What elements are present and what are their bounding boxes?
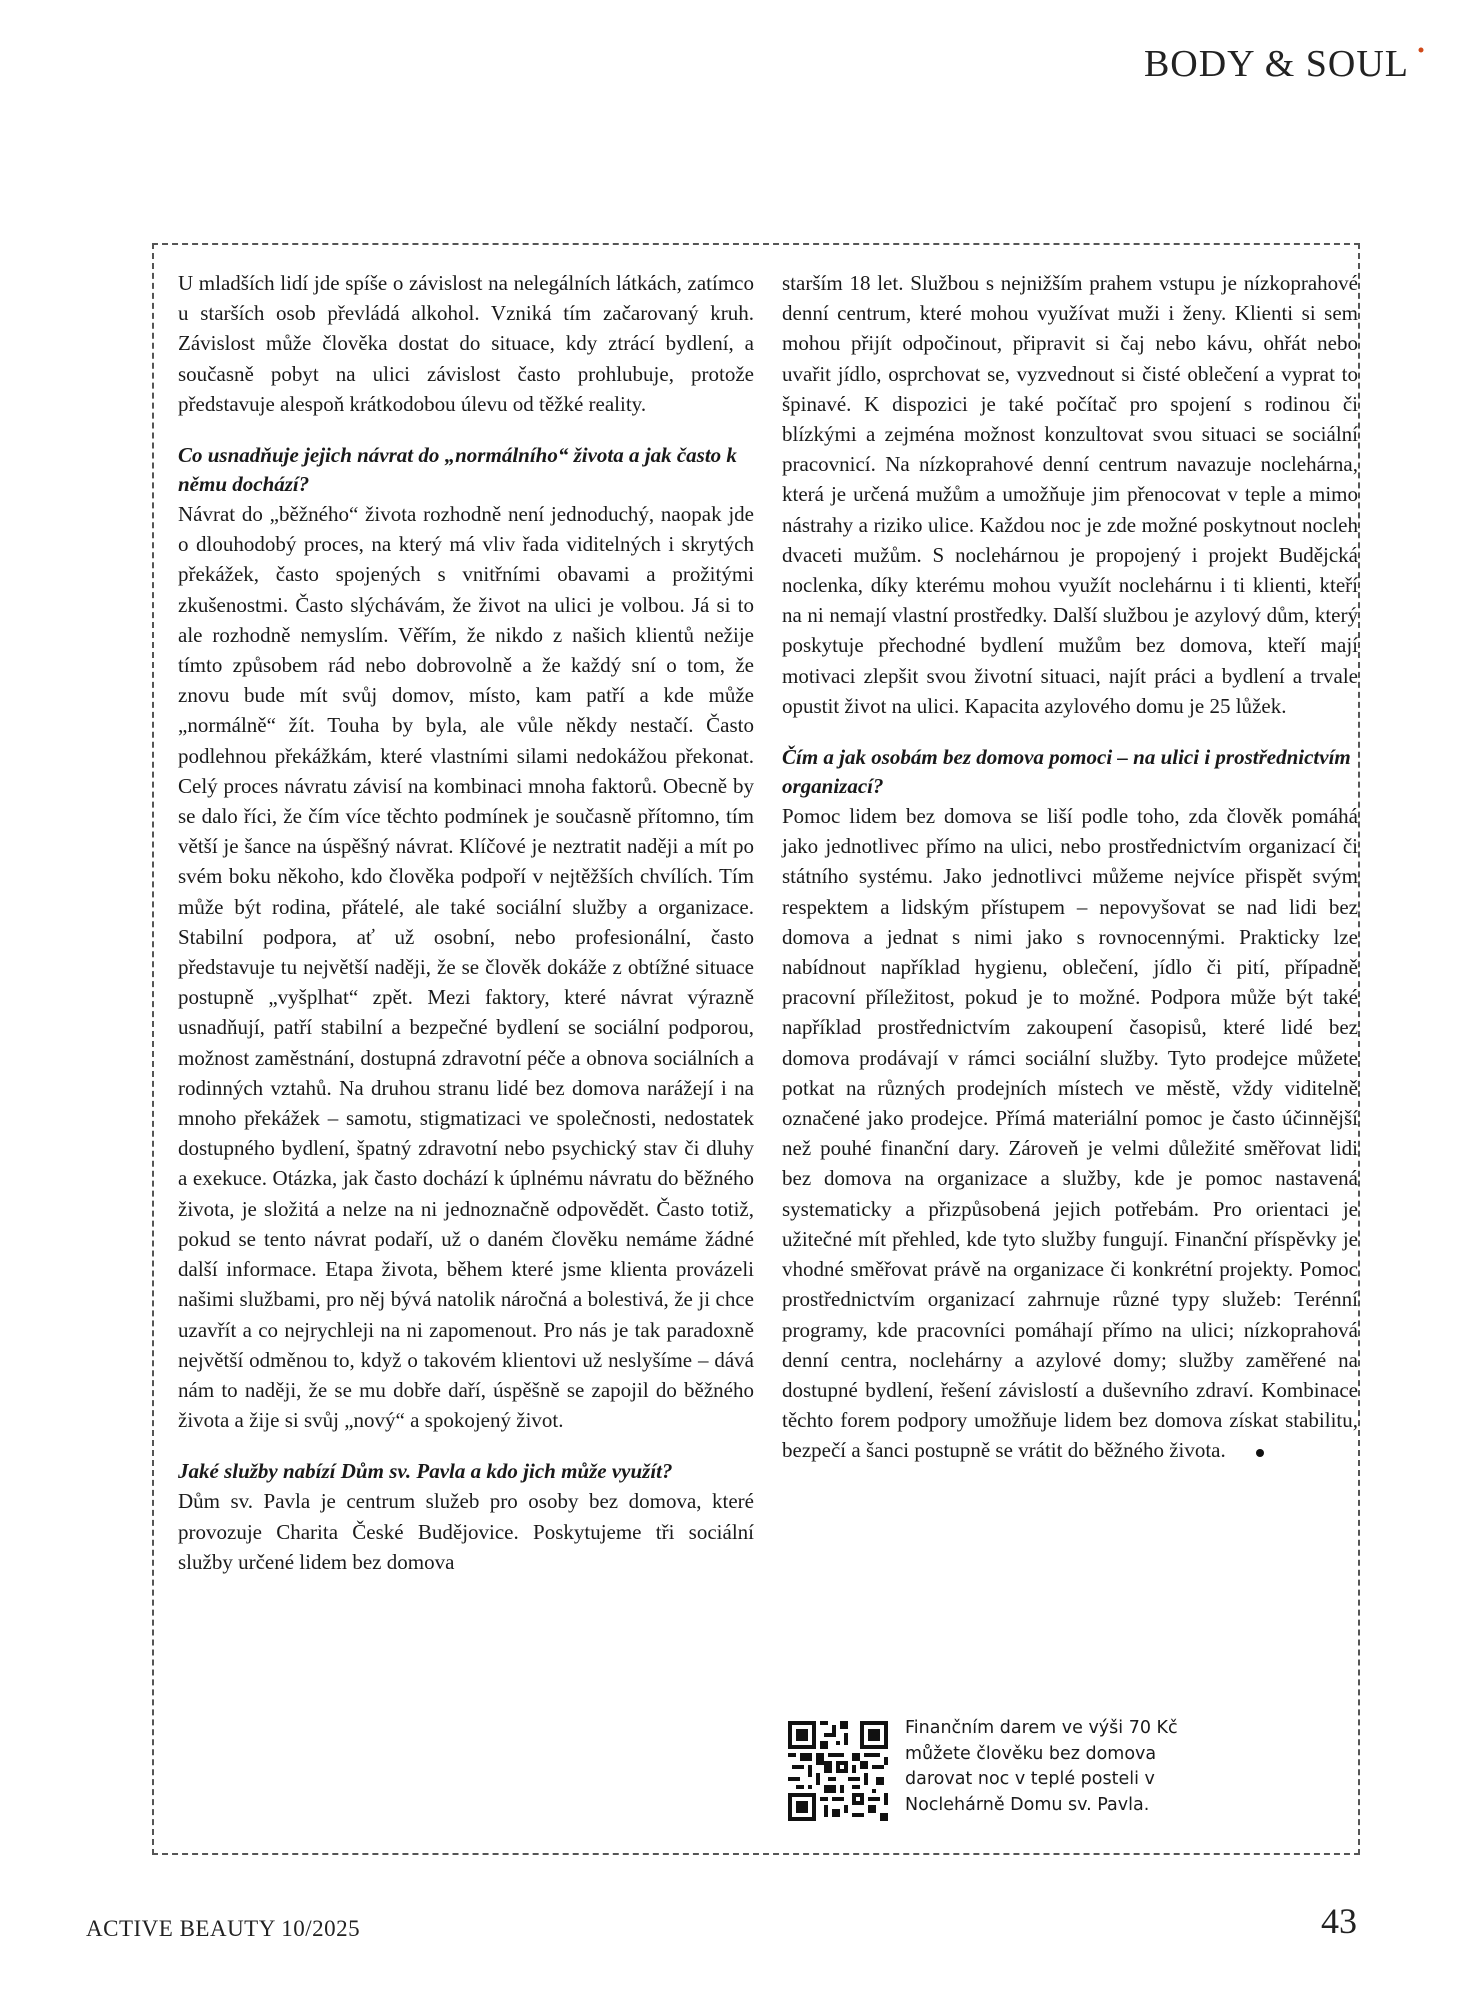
end-mark-icon xyxy=(1256,1449,1264,1457)
donation-note: Finančním darem ve výši 70 Kč můžete člověku bez domova darovat noc v teplé posteli v Noclehárně Domu sv. Pavla. xyxy=(905,1718,1178,1815)
paragraph: Dům sv. Pavla je centrum služeb pro osoby bez domova, které provozuje Charita České Budějovice. Poskytujeme tři sociální služby určené lidem bez domova xyxy=(178,1489,754,1574)
article-column-right xyxy=(782,268,1358,1466)
paragraph: U mladších lidí jde spíše o závislost na nelegálních látkách, zatímco u starších osob převládá alkohol. Vzniká tím začarovaný kruh. Závislost může člověka dostat do situace, kdy ztrácí bydlení, a současně pobyt na ulici závislost často prohlubuje, protože představuje alespoň krátkodobou úlevu od těžké reality. xyxy=(178,271,754,416)
qr-code-icon[interactable] xyxy=(788,1721,888,1821)
interview-question: Čím a jak osobám bez domova pomoci – na ulici i prostřednictvím organizací? xyxy=(782,745,1351,799)
paragraph: starším 18 let. Službou s nejnižším prahem vstupu je nízkoprahové denní centrum, které mohou využívat muži i ženy. Klienti si sem mohou přijít odpočinout, připravit si čaj nebo kávu, ohřát nebo uvařit jídlo, osprchovat se, vyzvednout si čisté oblečení a vyprat to špinavé. K dispozici je také počítač pro spojení s rodinou či blízkými a zejména možnost konzultovat svou situaci se sociální pracovnicí. Na nízkoprahové denní centrum navazuje noclehárna, která je určená mužům a umožňuje jim přenocovat v teple a mimo nástrahy a riziko ulice. Každou noc je zde možné poskytnout nocleh dvaceti mužům. S noclehárnou je propojený i projekt Budějcká noclenka, díky kterému mohou využít noclehárnu i ti klienti, kteří na ni nemají vlastní prostředky. Další službou je azylový dům, který poskytuje přechodné bydlení mužům bez domova, kteří mají motivaci zlepšit svou životní situaci, najít práci a bydlení a trvale opustit život na ulici. Kapacita azylového domu je 25 lůžek. xyxy=(782,271,1358,718)
interview-question: Jaké služby nabízí Dům sv. Pavla a kdo jich může využít? xyxy=(178,1459,673,1484)
paragraph xyxy=(782,801,1358,1465)
corner-mark-icon xyxy=(1417,46,1425,54)
article-column-left xyxy=(178,268,754,1577)
section-title: BODY & SOUL xyxy=(1143,43,1409,85)
interview-question: Co usnadňuje jejich návrat do „normálního“ života a jak často k němu dochází? xyxy=(178,443,737,497)
page-number: 43 xyxy=(1321,1901,1357,1941)
paragraph-text: Pomoc lidem bez domova se liší podle toho, zda člověk pomáhá jako jednotlivec přímo na ulici, nebo prostřednictvím organizací či státního systému. Jako jednotlivci můžeme nejvíce přispět svým respektem a lidským přístupem – nepovyšovat se nad lidi bez domova a jednat s nimi jako s rovnocennými. Prakticky lze nabídnout například hygienu, oblečení, jídlo či pití, případně pracovní příležitost, pokud je to možné. Podpora může být také například prostřednictvím zakoupení časopisů, které lidé bez domova prodávají v rámci sociální služby. Tyto prodejce můžete potkat na různých prodejních místech ve městě, vždy viditelně označené jako prodejce. Přímá materiální pomoc je často účinnější než pouhé finanční dary. Zároveň je velmi důležité směřovat lidi bez domova na organizace a služby, kde je pomoc nastavená systematicky a přizpůsobená jejich potřebám. Pro orientaci je užitečné mít přehled, kde tyto služby fungují. Finanční příspěvky je vhodné směřovat právě na organizace či konkrétní projekty. Pomoc prostřednictvím organizací zahrnuje různé typy služeb: Terénní programy, kde pracovníci pomáhají přímo na ulici; nízkoprahová denní centra, noclehárny a azylové domy; služby zaměřené na dostupné bydlení, řešení závislostí a duševního zdraví. Kombinace těchto forem podpory umožňuje lidem bez domova získat stabilitu, bezpečí a šanci postupně se vrátit do běžného života. xyxy=(782,804,1358,1463)
paragraph: Návrat do „běžného“ života rozhodně není jednoduchý, naopak jde o dlouhodobý proces, na který má vliv řada viditelných i skrytých překážek, často spojených s vnitřními obavami a prožitými zkušenostmi. Často slýchávám, že život na ulici je volbou. Já si to ale rozhodně nemyslím. Věřím, že nikdo z našich klientů nežije tímto způsobem rád nebo dobrovolně a že každý sní o tom, že znovu bude mít svůj domov, místo, kam patří a kde může „normálně“ žít. Touha by byla, ale vůle někdy nestačí. Často podlehnou překážkám, které vlastními silami nedokážou překonat. Celý proces návratu závisí na kombinaci mnoha faktorů. Obecně by se dalo říci, že čím více těchto podmínek je současně přítomno, tím větší je šance na úspěšný návrat. Klíčové je neztratit naději a mít po svém boku někoho, kdo člověka podpoří v nejtěžších chvílích. Tím může být rodina, přátelé, ale také sociální služby a organizace. Stabilní podpora, ať už osobní, nebo profesionální, často představuje tu největší naději, že se člověk dokáže z obtížné situace postupně „vyšplhat“ zpět. Mezi faktory, které návrat výrazně usnadňují, patří stabilní a bezpečné bydlení se sociální podporou, možnost zaměstnání, dostupná zdravotní péče a obnova sociálních a rodinných vztahů. Na druhou stranu lidé bez domova narážejí i na mnoho překážek – samotu, stigmatizaci ve společnosti, nedostatek dostupného bydlení, špatný zdravotní nebo psychický stav či dluhy a exekuce. Otázka, jak často dochází k úplnému návratu do běžného života, je složitá a nelze na ni jednoznačně odpovědět. Často totiž, pokud se tento návrat podaří, už o daném člověku nemáme žádné další informace. Etapa života, během které jsme klienta provázeli našimi službami, pro něj bývá natolik náročná a bolestivá, že ji chce uzavřít a co nejrychleji na ni zapomenout. Pro nás je tak paradoxně největší odměnou to, když o takovém klientovi už neslyšíme – dává nám to naději, že se mu dobře daří, úspěšně se zapojil do běžného života a žije si svůj „nový“ a spokojený život. xyxy=(178,502,754,1433)
magazine-issue: ACTIVE BEAUTY 10/2025 xyxy=(86,1916,361,1941)
